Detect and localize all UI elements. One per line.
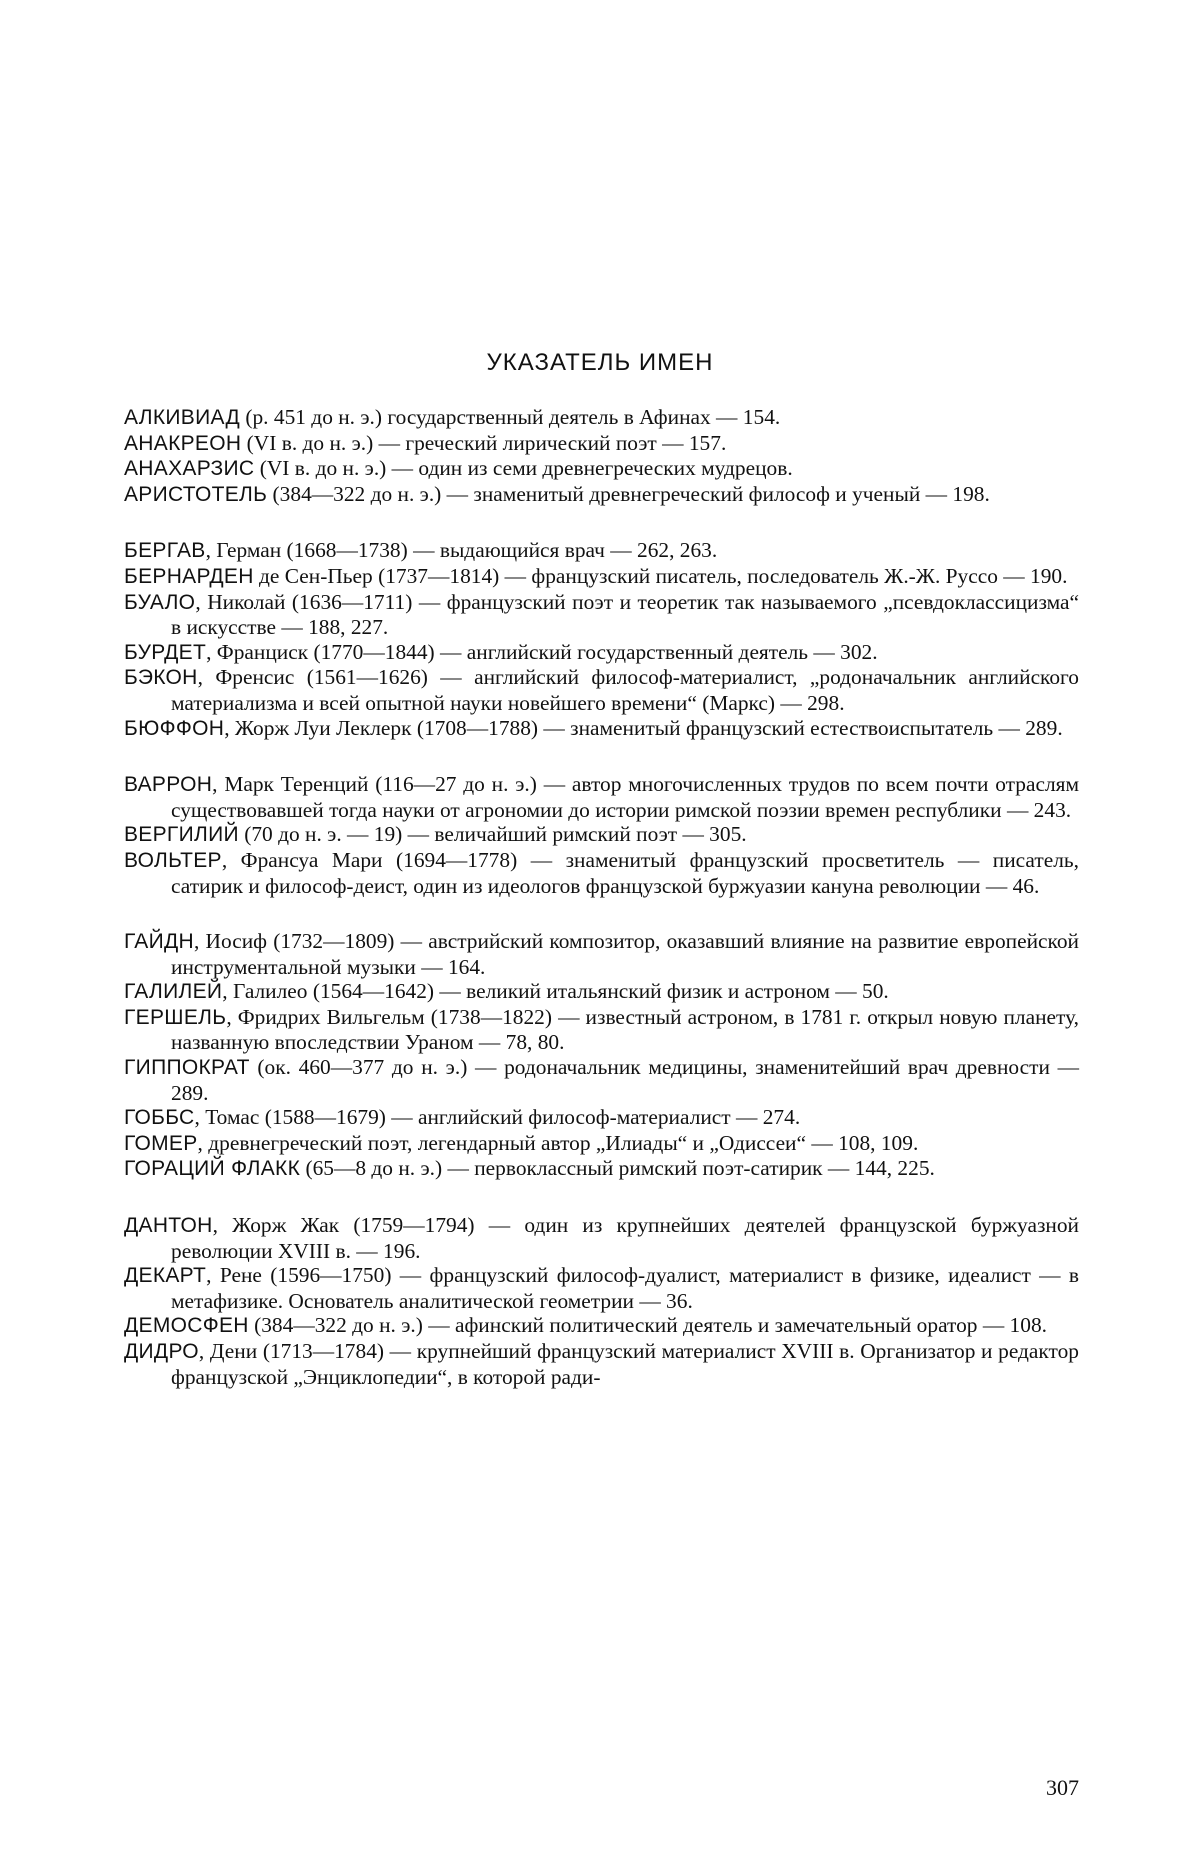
index-entry (124, 482, 1079, 508)
index-entry (124, 590, 1079, 640)
page-number: 307 (1046, 1775, 1079, 1800)
index-entry (124, 538, 1079, 564)
entry-text: де Сен-Пьер (1737—1814) — французский писатель, последователь Ж.-Ж. Руссо — 190. (253, 563, 1068, 588)
entry-name: БЭКОН (124, 666, 198, 690)
index-group-v (124, 772, 1079, 898)
entry-name: ДЕМОСФЕН (124, 1314, 249, 1338)
page-title: УКАЗАТЕЛЬ ИМЕН (486, 349, 714, 376)
index-entry (124, 929, 1079, 979)
entry-text: (ок. 460—377 до н. э.) — родоначальник медицины, знаменитейший врач древности — 289. (171, 1055, 1079, 1105)
entry-text: , Рене (1596—1750) — французский философ-дуалист, материалист в физике, идеалист — в метафизике. Основатель аналитической геометрии — 36. (171, 1263, 1079, 1313)
entry-name: ГЕРШЕЛЬ (124, 1005, 227, 1029)
entry-text: , Герман (1668—1738) — выдающийся врач — 262, 263. (205, 538, 718, 563)
entry-name: ДАНТОН (124, 1214, 213, 1238)
index-entry (124, 456, 1079, 482)
entry-name: ВЕРГИЛИЙ (124, 823, 239, 847)
entry-name: АЛКИВИАД (124, 406, 241, 429)
entry-name: ГАЛИЛЕЙ (124, 980, 223, 1004)
entry-name: ВАРРОН (124, 773, 213, 797)
index-group-b (124, 538, 1079, 741)
entry-name: ДИДРО (124, 1340, 199, 1363)
entry-name: ГАЙДН (124, 930, 194, 954)
entry-name: АНАКРЕОН (124, 431, 242, 455)
entry-text: , Жорж Луи Леклерк (1708—1788) — знаменитый французский естествоиспытатель — 289. (224, 715, 1063, 740)
index-entry (124, 716, 1079, 742)
index-entry (124, 1131, 1079, 1157)
index-entry (124, 1339, 1079, 1389)
entry-name: БУАЛО (124, 590, 196, 614)
entry-name: БЕРНАРДЕН (124, 564, 254, 588)
index-group-g (124, 929, 1079, 1182)
entry-text: , Николай (1636—1711) — французский поэт и теоретик так называемого „псевдоклассицизма“ в искусстве — 188, 227. (171, 589, 1079, 640)
index-group-a (124, 405, 1079, 507)
entry-name: БЮФФОН (124, 716, 225, 740)
entry-text: (384—322 до н. э.) — афинский политический деятель и замечательный оратор — 108. (248, 1313, 1047, 1338)
index-entry (124, 1313, 1079, 1339)
entry-text: , Иосиф (1732—1809) — австрийский композитор, оказавший влияние на развитие европейской инструментальной музыки — 164. (171, 929, 1079, 979)
index-entry (124, 640, 1079, 666)
entry-name: ГИППОКРАТ (124, 1056, 250, 1080)
entry-text: (р. 451 до н. э.) государственный деятель в Афинах — 154. (240, 405, 781, 429)
index-entry (124, 1055, 1079, 1105)
entry-text: , Жорж Жак (1759—1794) — один из крупнейших деятелей французской буржуазной революции XVIII в. — 196. (171, 1213, 1079, 1263)
index-entry (124, 848, 1079, 898)
entry-text: , Галилео (1564—1642) — великий итальянский физик и астроном — 50. (222, 979, 889, 1004)
entry-name: ВОЛЬТЕР (124, 848, 222, 872)
entry-text: , Марк Теренций (116—27 до н. э.) — автор многочисленных трудов по всем почти отраслям существовавшей тогда науки от агрономии до истории римской поэзии времен республики — 243. (171, 772, 1079, 822)
entry-text: (65—8 до н. э.) — первоклассный римский поэт-сатирик — 144, 225. (300, 1156, 935, 1181)
index-entry (124, 431, 1079, 457)
index-entry (124, 665, 1079, 715)
index-entry (124, 772, 1079, 822)
entry-text: (70 до н. э. — 19) — величайший римский поэт — 305. (238, 822, 747, 847)
entry-name: ДЕКАРТ (124, 1264, 207, 1288)
entry-name: АНАХАРЗИС (124, 457, 255, 481)
index-entry (124, 1156, 1079, 1182)
entry-name: БЕРГАВ (124, 539, 206, 563)
entry-name: АРИСТОТЕЛЬ (124, 482, 268, 506)
entry-text: (384—322 до н. э.) — знаменитый древнегреческий философ и ученый — 198. (267, 481, 990, 506)
entry-text: , Франсуа Мари (1694—1778) — знаменитый французский просветитель — писатель, сатирик и философ-деист, один из идеологов французской буржуазии кануна революции — 46. (171, 847, 1079, 898)
entry-text: (VI в. до н. э.) — один из семи древнегреческих мудрецов. (254, 456, 793, 481)
entry-text: , Томас (1588—1679) — английский философ-материалист — 274. (194, 1105, 801, 1130)
index-entry (124, 1105, 1079, 1131)
index-entry (124, 979, 1079, 1005)
entry-name: ГОББС (124, 1106, 195, 1130)
index-entry (124, 405, 1079, 431)
entry-text: (VI в. до н. э.) — греческий лирический поэт — 157. (241, 430, 727, 455)
index-entry (124, 1213, 1079, 1263)
entry-text: , Френсис (1561—1626) — английский философ-материалист, „родоначальник английского материализма и всей опытной науки новейшего времени“ (Маркс) — 298. (171, 665, 1079, 715)
entry-text: , Дени (1713—1784) — крупнейший французский материалист XVIII в. Организатор и редактор французской „Энциклопедии“, в которой ради- (171, 1339, 1079, 1389)
entry-text: , древнегреческий поэт, легендарный автор „Илиады“ и „Одиссеи“ — 108, 109. (197, 1130, 919, 1155)
entry-text: , Франциск (1770—1844) — английский государственный деятель — 302. (206, 639, 878, 664)
index-entry (124, 1263, 1079, 1313)
entry-name: БУРДЕТ (124, 640, 207, 664)
entry-name: ГОМЕР (124, 1131, 198, 1155)
name-index (124, 405, 1079, 1420)
entry-name: ГОРАЦИЙ ФЛАКК (124, 1157, 301, 1181)
index-entry (124, 564, 1079, 590)
entry-text: , Фридрих Вильгельм (1738—1822) — известный астроном, в 1781 г. открыл новую планету, названную впоследствии Ураном — 78, 80. (171, 1004, 1079, 1055)
index-entry (124, 822, 1079, 848)
index-group-d (124, 1213, 1079, 1389)
index-entry (124, 1005, 1079, 1055)
